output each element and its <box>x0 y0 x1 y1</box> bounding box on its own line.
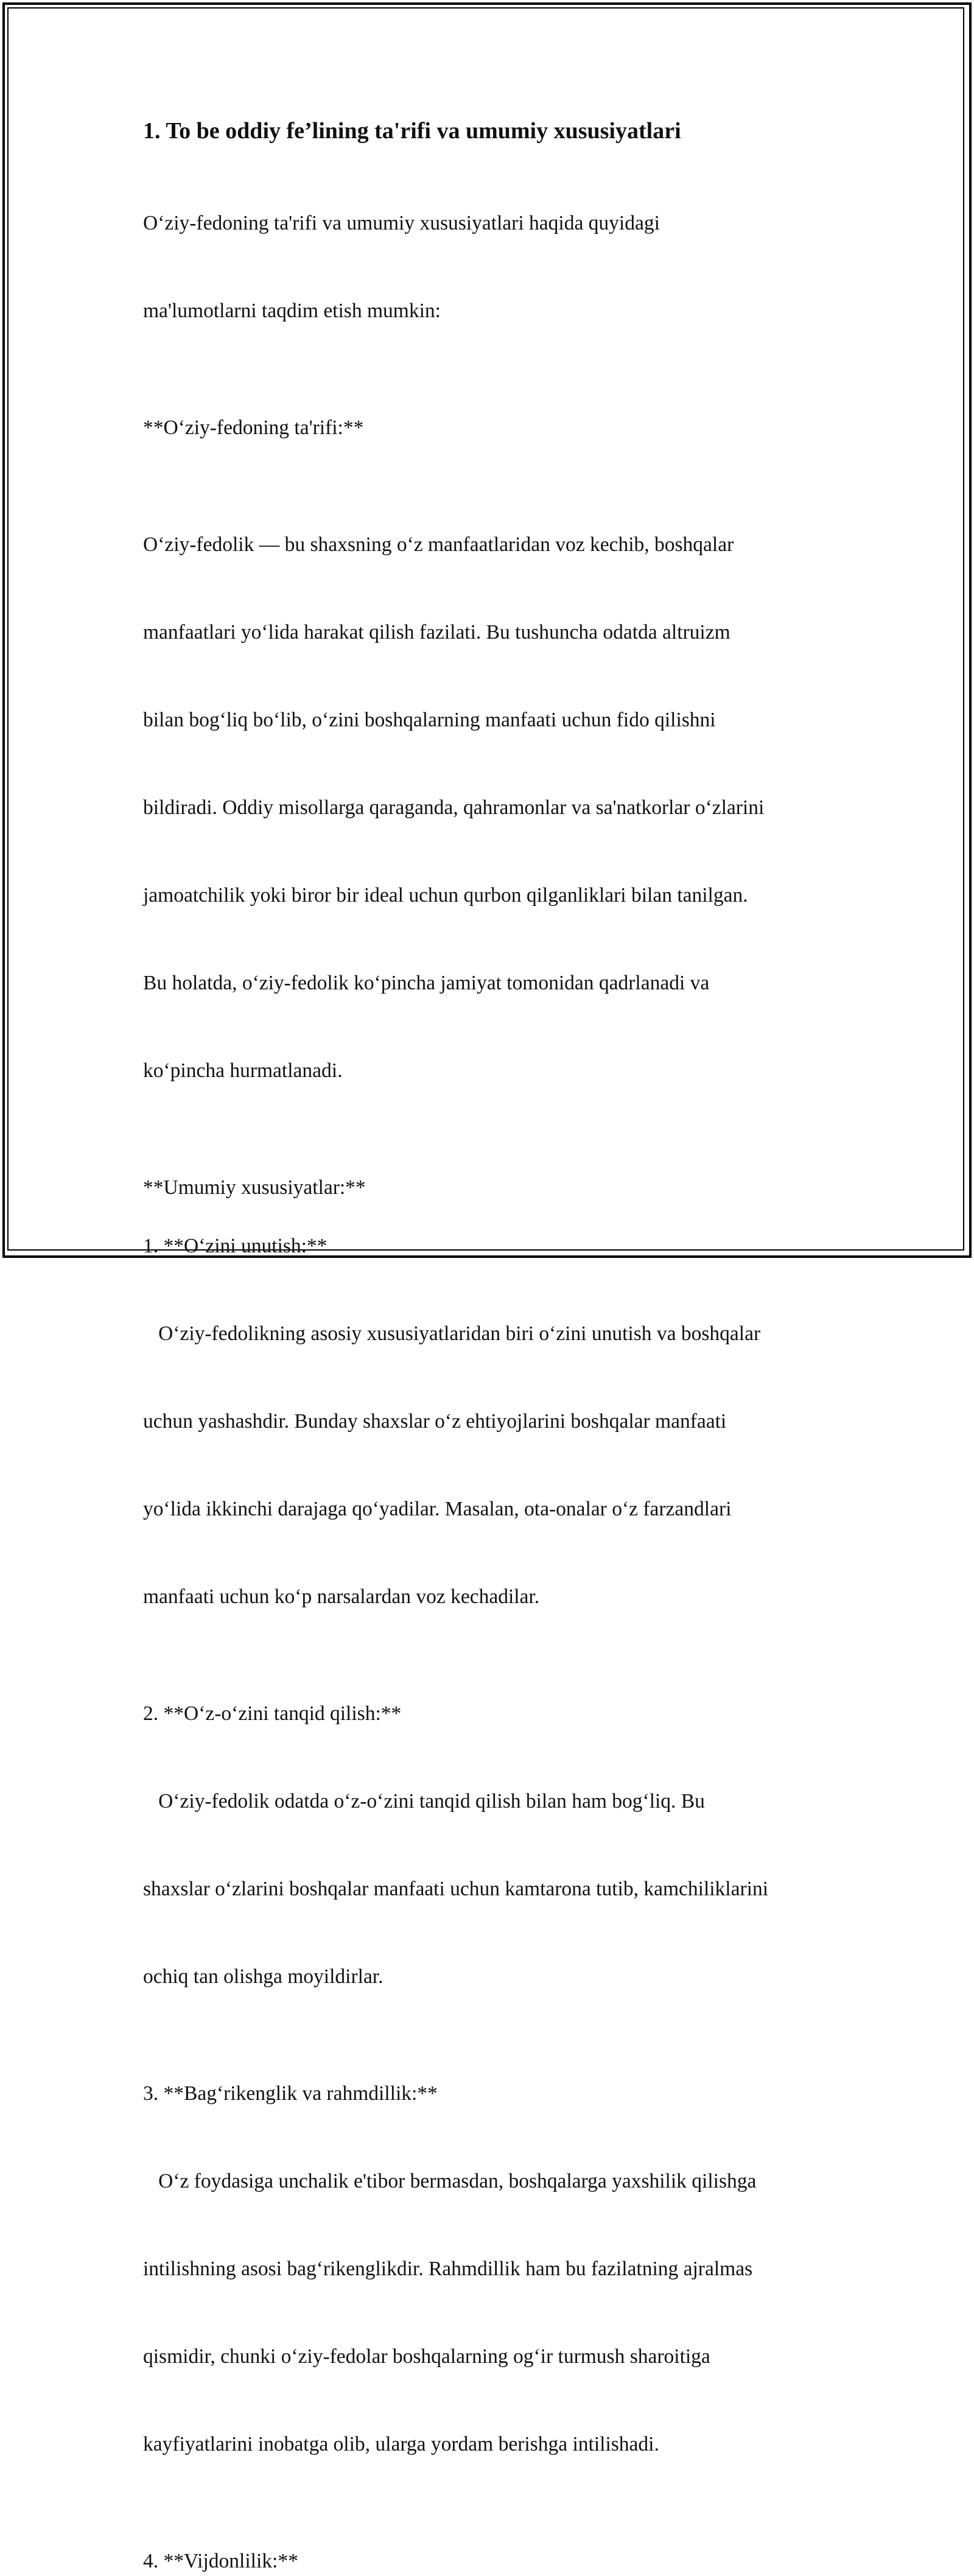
feature-line: qismidir, chunki o‘ziy-fedolar boshqalarning og‘ir turmush sharoitiga <box>143 2345 710 2368</box>
definition-line: ko‘pincha hurmatlanadi. <box>143 1059 343 1082</box>
definition-paragraph <box>143 472 831 1144</box>
feature-line: ochiq tan olishga moyildirlar. <box>143 1965 384 1988</box>
document-body <box>143 113 831 2576</box>
feature-item-title: 4. **Vijdonlilik:** <box>143 2550 298 2572</box>
feature-line: O‘ziy-fedolikning asosiy xususiyatlaridan biri o‘zini unutish va boshqalar <box>143 1322 761 1345</box>
feature-item-text <box>143 1261 831 1670</box>
feature-line: manfaati uchun ko‘p narsalardan voz kechadilar. <box>143 1585 540 1608</box>
feature-item-title: 1. **O‘zini unutish:** <box>143 1235 328 1257</box>
feature-line: kayfiyatlarini inobatga olib, ularga yordam berishga intilishadi. <box>143 2433 659 2455</box>
feature-item-text <box>143 1728 831 2050</box>
definition-line: bilan bog‘liq bo‘lib, o‘zini boshqalarning manfaati uchun fido qilishni <box>143 709 716 731</box>
definition-line: O‘ziy-fedolik — bu shaxsning o‘z manfaatlaridan voz kechib, boshqalar <box>143 533 734 556</box>
feature-item-text <box>143 2108 831 2518</box>
feature-item <box>143 1699 831 2050</box>
definition-title: **O‘ziy-fedoning ta'rifi:** <box>143 416 364 439</box>
definition-line: jamoatchilik yoki biror bir ideal uchun qurbon qilganliklari bilan tanilgan. <box>143 884 748 907</box>
intro-paragraph <box>143 150 831 384</box>
definition-line: bildiradi. Oddiy misollarga qaraganda, qahramonlar va sa'natkorlar o‘zlarini <box>143 796 765 819</box>
feature-item <box>143 2079 831 2518</box>
feature-item-title: 3. **Bag‘rikenglik va rahmdillik:** <box>143 2082 438 2105</box>
feature-line: shaxslar o‘zlarini boshqalar manfaati uchun kamtarona tutib, kamchiliklarini <box>143 1878 769 1900</box>
features-title: **Umumiy xususiyatlar:** <box>143 1176 366 1199</box>
feature-line: O‘z foydasiga unchalik e'tibor bermasdan, boshqalarga yaxshilik qilishga <box>143 2170 757 2192</box>
section-heading: 1. To be oddiy fe’lining ta'rifi va umumiy xususiyatlari <box>143 118 681 144</box>
feature-item <box>143 1232 831 1670</box>
feature-line: uchun yashashdir. Bunday shaxslar o‘z ehtiyojlarini boshqalar manfaati <box>143 1410 727 1433</box>
definition-line: manfaatlari yo‘lida harakat qilish fazilati. Bu tushuncha odatda altruizm <box>143 621 730 644</box>
feature-item-title: 2. **O‘z-o‘zini tanqid qilish:** <box>143 1702 402 1725</box>
feature-line: intilishning asosi bag‘rikenglikdir. Rahmdillik ham bu fazilatning ajralmas <box>143 2258 753 2280</box>
feature-line: yo‘lida ikkinchi darajaga qo‘yadilar. Masalan, ota-onalar o‘z farzandlari <box>143 1498 732 1520</box>
intro-line: ma'lumotlarni taqdim etish mumkin: <box>143 300 441 322</box>
feature-item <box>143 2547 831 2576</box>
definition-line: Bu holatda, o‘ziy-fedolik ko‘pincha jamiyat tomonidan qadrlanadi va <box>143 972 710 994</box>
intro-line: O‘ziy-fedoning ta'rifi va umumiy xususiyatlari haqida quyidagi <box>143 212 660 234</box>
feature-line: O‘ziy-fedolik odatda o‘z-o‘zini tanqid qilish bilan ham bog‘liq. Bu <box>143 1790 705 1813</box>
